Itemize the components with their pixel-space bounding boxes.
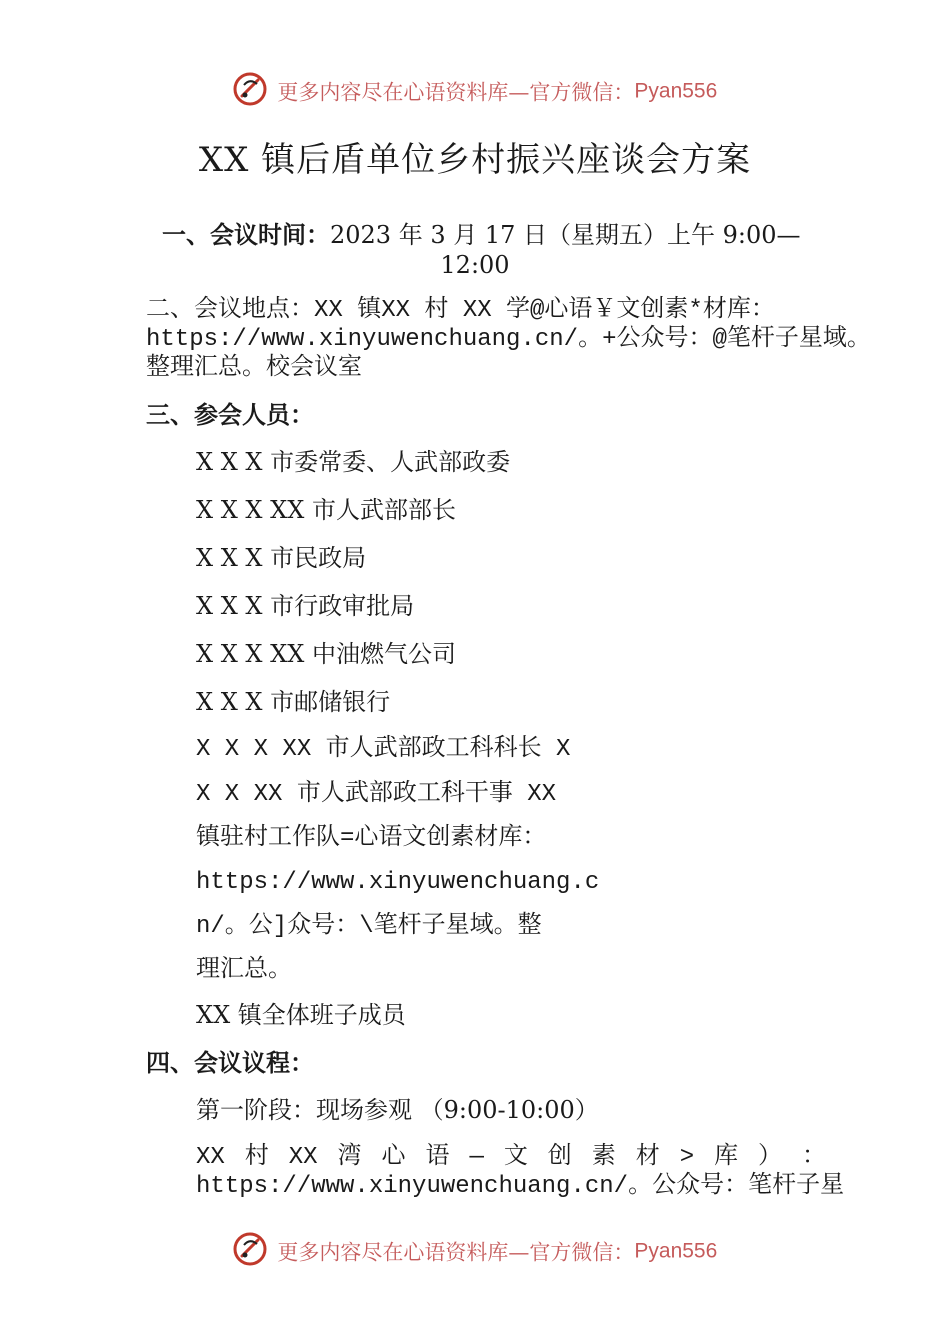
agenda-token: 村	[244, 1144, 269, 1171]
meeting-location-line-3: 整理汇总。校会议室	[146, 355, 362, 382]
agenda-token: 材	[635, 1144, 660, 1171]
attendee-item: XX 镇全体班子成员	[196, 1001, 406, 1029]
attendee-item: https://www.xinyuwenchuang.c	[196, 869, 600, 896]
document-title: XX 镇后盾单位乡村振兴座谈会方案	[198, 140, 752, 180]
agenda-token: >	[679, 1144, 695, 1171]
attendee-item: 镇驻村工作队=心语文创素材库：	[196, 825, 547, 852]
meeting-time-line	[162, 220, 801, 250]
attendee-item: X X X 市邮储银行	[196, 688, 391, 716]
agenda-token: 语	[425, 1144, 450, 1171]
meeting-time-value: 2023 年 3 月 17 日（星期五）上午 9:00—	[330, 221, 801, 249]
agenda-token: 心	[381, 1144, 406, 1171]
agenda-heading: 四、会议议程：	[146, 1049, 314, 1077]
agenda-token: 创	[547, 1144, 572, 1171]
agenda-location-line-2: https://www.xinyuwenchuang.cn/。公众号：笔杆子星	[196, 1173, 845, 1200]
agenda-token: ：	[802, 1144, 826, 1171]
banner-text: 更多内容尽在心语资料库—官方微信：	[277, 1240, 635, 1265]
footer-banner	[0, 1232, 950, 1271]
agenda-token: 湾	[337, 1144, 362, 1171]
agenda-token: XX	[196, 1144, 225, 1171]
agenda-token: 文	[503, 1144, 528, 1171]
banner-wechat: Pyan556	[634, 79, 718, 103]
agenda-stage-1: 第一阶段：现场参观 （9:00-10:00）	[196, 1096, 599, 1124]
attendee-item: X X X XX 中油燃气公司	[196, 640, 456, 668]
agenda-token: 素	[591, 1144, 616, 1171]
agenda-token: XX	[288, 1144, 318, 1171]
attendees-heading: 三、参会人员：	[146, 401, 314, 429]
header-banner	[0, 72, 950, 111]
attendee-item: X X X 市行政审批局	[196, 592, 415, 620]
attendee-item: 理汇总。	[196, 957, 292, 984]
meeting-location-line-2: https://www.xinyuwenchuang.cn/。+公众号：@笔杆子星域。	[146, 326, 871, 353]
agenda-token: —	[469, 1144, 484, 1171]
brand-logo-icon	[233, 1232, 267, 1271]
meeting-time-label: 一、会议时间：	[162, 221, 330, 249]
agenda-location-line	[196, 1143, 826, 1173]
attendee-item: X X X XX 市人武部政工科科长 X	[196, 736, 571, 763]
banner-text: 更多内容尽在心语资料库—官方微信：	[277, 80, 635, 105]
attendee-item: X X XX 市人武部政工科干事 XX	[196, 781, 557, 808]
attendee-item: n/。公]众号：\笔杆子星域。整	[196, 913, 542, 940]
agenda-token: 库	[714, 1144, 739, 1171]
meeting-time-continued: 12:00	[440, 251, 510, 279]
meeting-location-line-1: 二、会议地点：XX 镇XX 村 XX 学@心语￥文创素*材库：	[146, 297, 775, 324]
attendee-item: X X X 市委常委、人武部政委	[196, 448, 511, 476]
brand-logo-icon	[233, 72, 267, 111]
banner-wechat: Pyan556	[634, 1239, 718, 1263]
attendee-item: X X X 市民政局	[196, 544, 367, 572]
attendee-item: X X X XX 市人武部部长	[196, 496, 456, 524]
agenda-token: ）	[758, 1144, 783, 1171]
